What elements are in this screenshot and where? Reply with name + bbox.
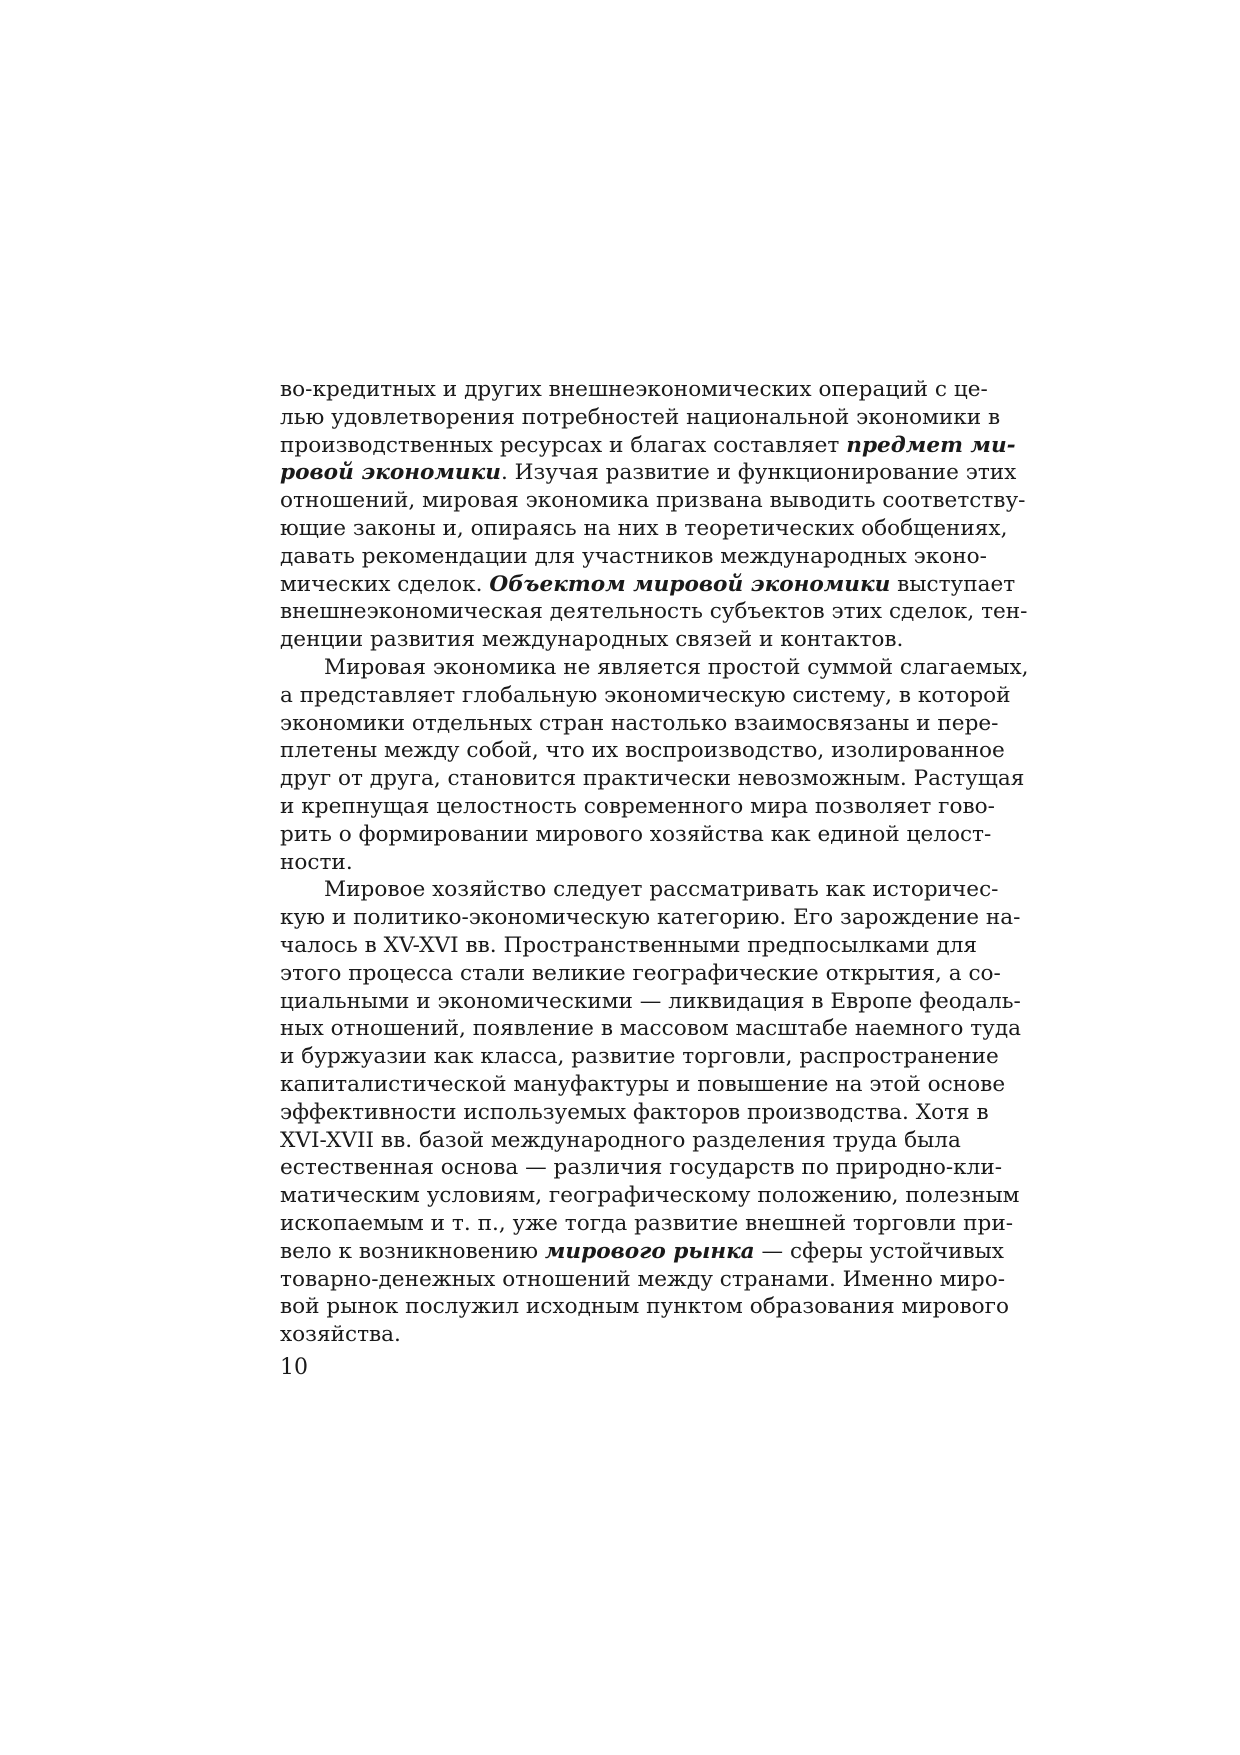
text-line [280,1154,1003,1182]
text-line [280,598,1028,626]
text-line [280,404,1001,432]
text-segment: друг от друга, становится практически невозможным. Растущая [280,766,1025,792]
text-segment: Мировое хозяйство следует рассматривать как историчес- [324,877,999,903]
text-segment: вой рынок послужил исходным пунктом образования мирового [280,1294,1009,1320]
text-segment: давать рекомендации для участников международных эконо- [280,543,987,569]
text-segment: ности. [280,849,353,875]
text-segment: естественная основа — различия государств по природно-кли- [280,1155,1003,1181]
text-line [280,1266,1006,1294]
text-line [280,821,992,849]
text-line [280,1321,960,1349]
text-line [280,737,1005,765]
body-text [280,376,1029,1349]
text-line [280,793,995,821]
text-segment: выступает [890,571,1016,597]
text-line [280,876,999,904]
text-line [280,543,987,571]
text-segment: ных отношений, появление в массовом масштабе наемного туда [280,1016,1022,1042]
text-segment: мических сделок. [280,571,490,597]
text-line [280,765,1025,793]
text-segment: экономики отдельных стран настолько взаимосвязаны и пере- [280,710,999,736]
text-segment: вело к возникновению [280,1238,545,1264]
text-segment: чалось в XV-XVI вв. Пространственными предпосылками для [280,932,978,958]
text-segment: этого процесса стали великие географические открытия, а со- [280,960,1001,986]
text-line [280,988,1021,1016]
text-line [280,1182,1020,1210]
text-line [280,654,1029,682]
text-line [280,459,1017,487]
emphasized-term: мирового рынка [544,1238,755,1264]
text-segment: и буржуазии как класса, развитие торговли, распространение [280,1044,999,1070]
text-line [280,960,1001,988]
text-segment: внешнеэкономическая деятельность субъектов этих сделок, тен- [280,599,1028,625]
text-line [280,432,1016,460]
text-segment: Мировая экономика не является простой суммой слагаемых, [324,654,1029,680]
text-line [280,1238,1004,1266]
text-line [280,1127,960,1155]
text-segment: товарно-денежных отношений между странами. Именно миро- [280,1266,1006,1292]
paragraph [280,876,1022,1349]
text-line [280,1015,1022,1043]
text-segment: денции развития международных связей и контактов. [280,627,904,653]
text-line [280,1043,999,1071]
text-segment: кую и политико-экономическую категорию. Его зарождение на- [280,905,1021,931]
text-segment: циальными и экономическими — ликвидация в Европе феодаль- [280,988,1021,1014]
text-segment: во-кредитных и других внешнеэкономических операций с це- [280,377,988,402]
page-number: 10 [280,1355,308,1380]
text-segment: капиталистической мануфактуры и повышение на этой основе [280,1071,1006,1097]
text-segment: эффективности используемых факторов производства. Хотя в [280,1099,989,1125]
text-segment: ископаемым и т. п., уже тогда развитие внешней торговли при- [280,1210,1014,1236]
text-line [280,1210,1014,1238]
text-line [280,710,999,738]
text-segment: . Изучая развитие и функционирование этих [500,460,1017,486]
text-segment: ющие законы и, опираясь на них в теоретических обобщениях, [280,515,1008,541]
emphasized-term: ровой экономики [280,460,501,486]
emphasized-term: предмет ми- [846,432,1016,458]
text-segment: отношений, мировая экономика призвана выводить соответству- [280,488,1026,514]
text-segment: матическим условиям, географическому положению, полезным [280,1183,1020,1209]
paragraph [280,654,1029,876]
text-line [280,487,1026,515]
text-line [280,1099,989,1127]
text-segment: лью удовлетворения потребностей национальной экономики в [280,404,1001,430]
text-line [280,626,960,654]
text-segment: а представляет глобальную экономическую систему, в которой [280,682,1011,708]
text-segment: рить о формировании мирового хозяйства как единой целост- [280,821,992,847]
text-segment: хозяйства. [280,1322,401,1348]
text-line [280,1293,1009,1321]
text-segment: и крепнущая целостность современного мира позволяет гово- [280,793,995,819]
emphasized-term: Объектом мировой экономики [489,571,891,597]
text-line [280,904,1021,932]
text-line [280,849,960,877]
text-segment: производственных ресурсах и благах составляет [280,432,847,458]
text-segment: — сферы устойчивых [754,1238,1004,1264]
text-line [280,571,1016,599]
text-segment: XVI-XVII вв. базой международного разделения труда была [280,1127,961,1153]
text-line [280,376,988,404]
text-line [280,515,1008,543]
paragraph [280,376,1028,654]
text-segment: плетены между собой, что их воспроизводство, изолированное [280,738,1005,764]
text-line [280,932,978,960]
text-line [280,682,1011,710]
text-line [280,1071,1006,1099]
